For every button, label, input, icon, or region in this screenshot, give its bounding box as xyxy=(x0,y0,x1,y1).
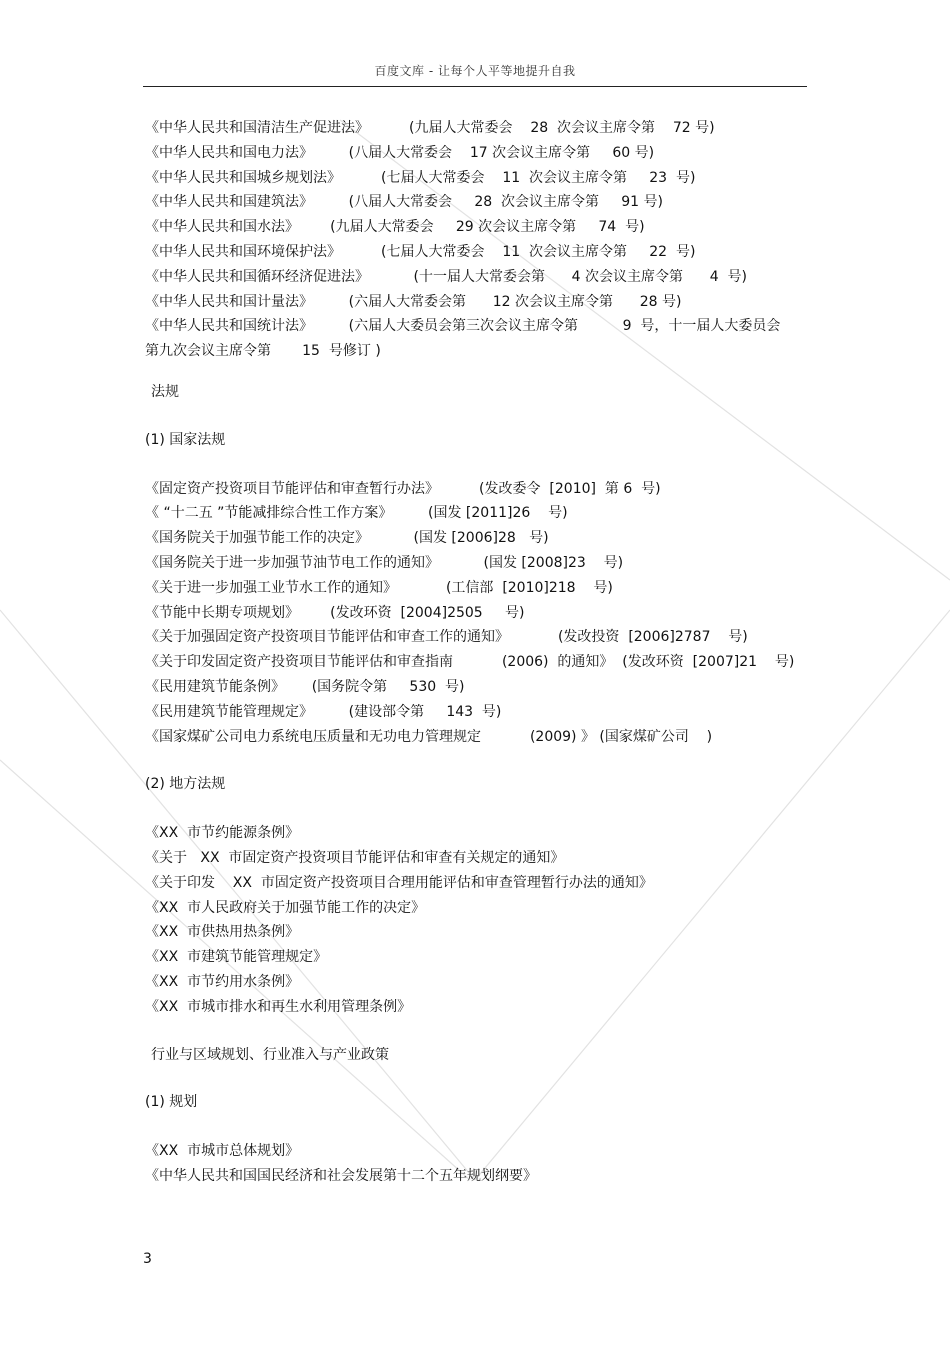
list-item: 《XX 市节约能源条例》 xyxy=(145,825,300,842)
list-item: 《XX 市城市排水和再生水利用管理条例》 xyxy=(145,998,412,1015)
list-item: 《 “十二五 ”节能减排综合性工作方案》 (国发 [2011]26 号) xyxy=(145,505,568,522)
list-item: 《民用建筑节能条例》 (国务院令第 530 号) xyxy=(145,678,465,695)
list-item: 《中华人民共和国清洁生产促进法》 (九届人大常委会 28 次会议主席令第 72 号) xyxy=(145,120,715,136)
list-item: 《XX 市节约用水条例》 xyxy=(145,973,300,990)
list-item: 《中华人民共和国循环经济促进法》 (十一届人大常委会第 4 次会议主席令第 4 号) xyxy=(145,268,747,285)
list-item: 《XX 市供热用热条例》 xyxy=(145,924,300,941)
list-item: 《中华人民共和国电力法》 (八届人大常委会 17 次会议主席令第 60 号) xyxy=(145,144,655,161)
page-number: 3 xyxy=(143,1251,152,1267)
list-item: 《中华人民共和国水法》 (九届人大常委会 29 次会议主席令第 74 号) xyxy=(145,219,645,236)
list-item: 《国家煤矿公司电力系统电压质量和无功电力管理规定 (2009) 》 (国家煤矿公司 ) xyxy=(145,728,713,745)
list-item: 《中华人民共和国计量法》 (六届人大常委会第 12 次会议主席令第 28 号) xyxy=(145,293,682,310)
list-item: 《关于印发 XX 市固定资产投资项目合理用能评估和审查管理暂行办法的通知》 xyxy=(145,874,653,891)
section-heading-regulations: 法规 xyxy=(151,383,179,400)
list-item: 《XX 市建筑节能管理规定》 xyxy=(145,949,328,966)
document-body xyxy=(145,116,805,1189)
subsection-heading-local: (2) 地方法规 xyxy=(145,776,226,793)
list-item: 《民用建筑节能管理规定》 (建设部令第 143 号) xyxy=(145,703,502,720)
section-heading-planning: 行业与区域规划、行业准入与产业政策 xyxy=(151,1046,389,1063)
list-item: 《XX 市人民政府关于加强节能工作的决定》 xyxy=(145,899,426,916)
list-item: 《关于进一步加强工业节水工作的通知》 (工信部 [2010]218 号) xyxy=(145,579,613,596)
list-item: 《关于 XX 市固定资产投资项目节能评估和审查有关规定的通知》 xyxy=(145,849,565,866)
header-divider xyxy=(143,86,807,87)
law-list xyxy=(145,116,805,364)
list-item: 《关于印发固定资产投资项目节能评估和审查指南 (2006) 的通知》 (发改环资 [2007]21 号) xyxy=(145,654,795,671)
list-item: 《关于加强固定资产投资项目节能评估和审查工作的通知》 (发改投资 [2006]2787 号) xyxy=(145,629,748,646)
list-item: 《中华人民共和国城乡规划法》 (七届人大常委会 11 次会议主席令第 23 号) xyxy=(145,169,696,186)
subsection-heading-national: (1) 国家法规 xyxy=(145,431,226,448)
list-item: 《国务院关于加强节能工作的决定》 (国发 [2006]28 号) xyxy=(145,530,549,547)
list-item-continuation: 第九次会议主席令第 15 号修订 ) xyxy=(145,343,381,360)
national-regulation-list xyxy=(145,477,805,750)
list-item: 《XX 市城市总体规划》 xyxy=(145,1143,300,1160)
list-item: 《中华人民共和国环境保护法》 (七届人大常委会 11 次会议主席令第 22 号) xyxy=(145,243,696,260)
local-regulation-list xyxy=(145,821,805,1019)
page-header: 百度文库 - 让每个人平等地提升自我 xyxy=(374,64,576,78)
list-item: 《固定资产投资项目节能评估和审查暂行办法》 (发改委令 [2010] 第 6 号) xyxy=(145,480,661,497)
subsection-heading-plans: (1) 规划 xyxy=(145,1094,198,1111)
plan-list xyxy=(145,1139,805,1189)
list-item: 《中华人民共和国建筑法》 (八届人大常委会 28 次会议主席令第 91 号) xyxy=(145,194,664,211)
list-item: 《国务院关于进一步加强节油节电工作的通知》 (国发 [2008]23 号) xyxy=(145,554,624,571)
list-item: 《节能中长期专项规划》 (发改环资 [2004]2505 号) xyxy=(145,604,525,621)
list-item: 《中华人民共和国统计法》 (六届人大委员会第三次会议主席令第 9 号，十一届人大委员会 xyxy=(145,318,781,335)
list-item: 《中华人民共和国国民经济和社会发展第十二个五年规划纲要》 xyxy=(145,1167,537,1184)
